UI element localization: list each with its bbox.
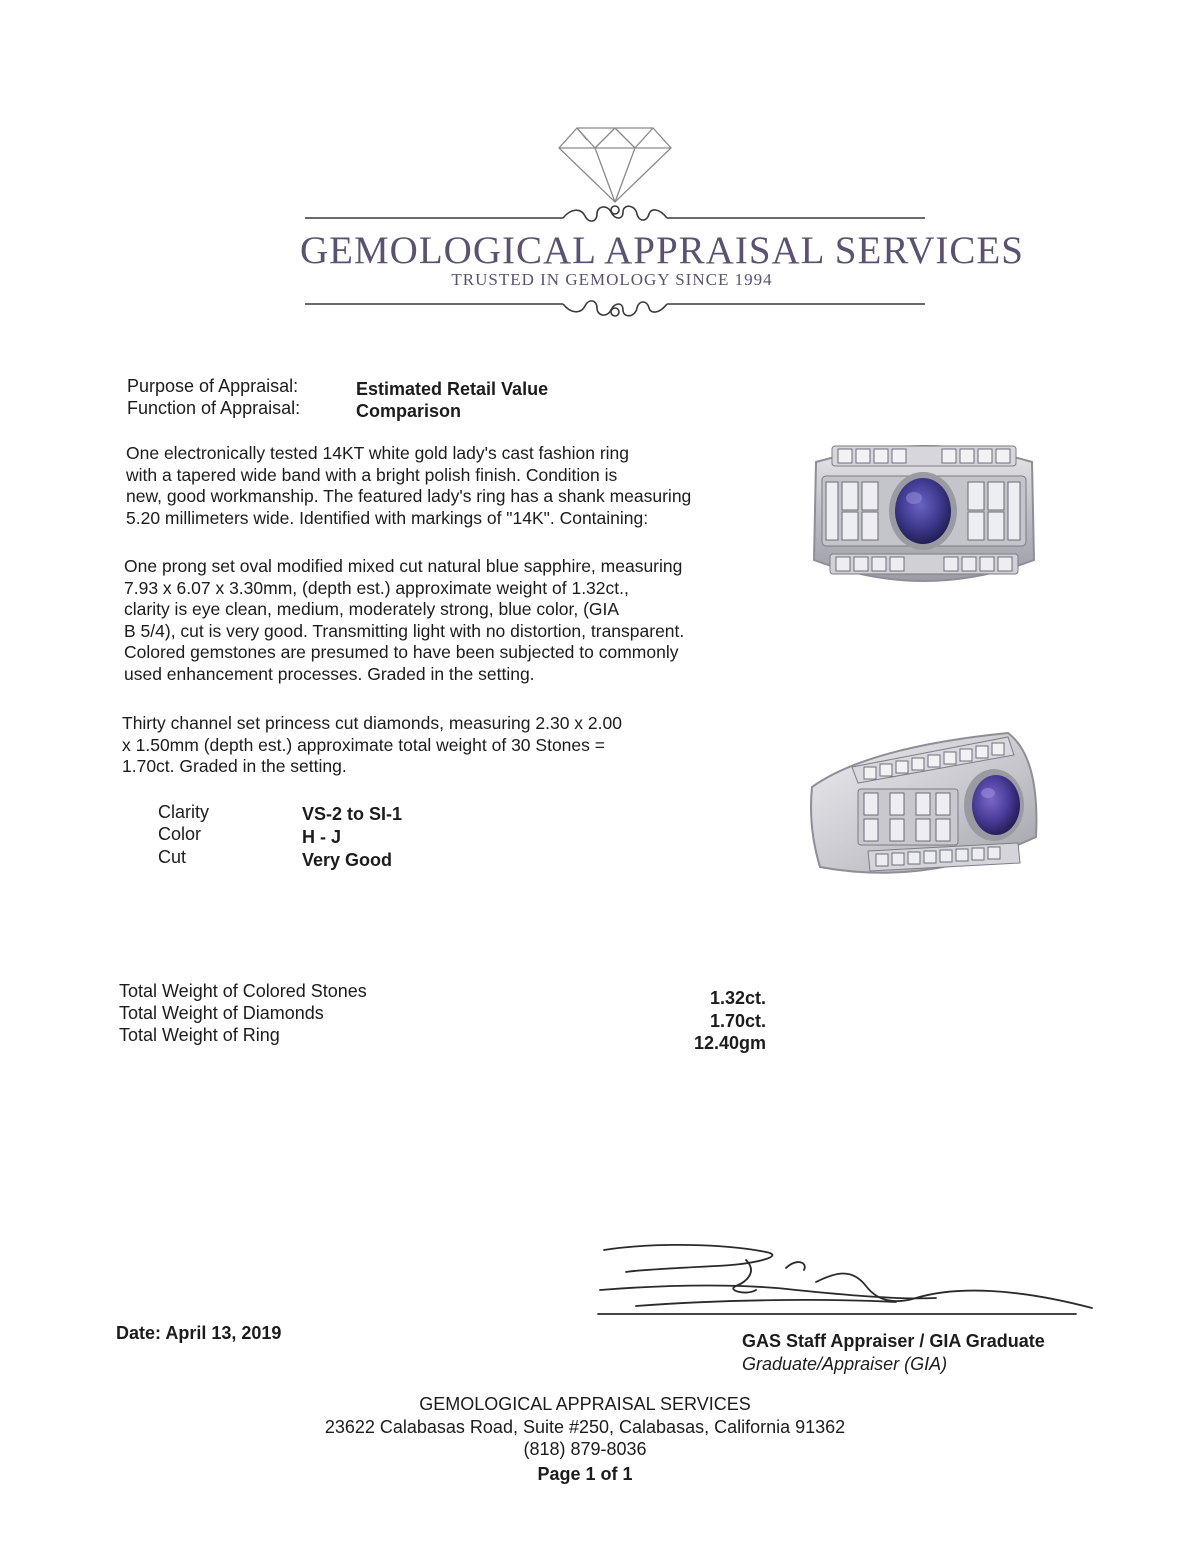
- description-line: x 1.50mm (depth est.) approximate total weight of 30 Stones =: [122, 734, 605, 755]
- description-line: 5.20 millimeters wide. Identified with markings of "14K". Containing:: [126, 507, 649, 528]
- total-label-colored-stones: Total Weight of Colored Stones: [119, 981, 367, 1001]
- ring-photo-angle: [808, 727, 1044, 887]
- appraiser-signature: [596, 1238, 1096, 1326]
- company-logo-title: GEMOLOGICAL APPRAISAL SERVICES: [300, 229, 1024, 272]
- sapphire-description: [124, 556, 684, 685]
- company-tagline: TRUSTED IN GEMOLOGY SINCE 1994: [451, 270, 773, 289]
- total-value-ring: 12.40gm: [693, 1033, 766, 1053]
- function-value: Comparison: [356, 401, 462, 421]
- bottom-ornament-divider: [305, 292, 925, 322]
- purpose-label: Purpose of Appraisal:: [127, 376, 299, 396]
- total-value-diamonds: 1.70ct.: [709, 1011, 766, 1031]
- description-line: 1.70ct. Graded in the setting.: [122, 756, 347, 776]
- appraiser-subtitle: Graduate/Appraiser (GIA): [742, 1354, 948, 1374]
- footer-address: 23622 Calabasas Road, Suite #250, Calabasas, California 91362: [324, 1417, 846, 1437]
- grading-label-clarity: Clarity: [158, 802, 210, 822]
- ring-photo-front: [808, 432, 1040, 592]
- description-line: One prong set oval modified mixed cut natural blue sapphire, measuring: [124, 556, 683, 576]
- purpose-value: Estimated Retail Value: [356, 379, 549, 399]
- description-line: new, good workmanship. The featured lady's ring has a shank measuring: [126, 486, 692, 506]
- description-line: Thirty channel set princess cut diamonds, measuring 2.30 x 2.00: [122, 713, 622, 733]
- grading-value-cut: Very Good: [302, 850, 393, 870]
- function-label: Function of Appraisal:: [127, 398, 301, 418]
- description-line: used enhancement processes. Graded in the setting.: [124, 663, 535, 684]
- appraisal-date: Date: April 13, 2019: [116, 1323, 282, 1343]
- description-line: 7.93 x 6.07 x 3.30mm, (depth est.) approximate weight of 1.32ct.,: [124, 577, 629, 598]
- footer-phone: (818) 879-8036: [523, 1439, 647, 1459]
- grading-label-cut: Cut: [158, 847, 187, 867]
- appraiser-title: GAS Staff Appraiser / GIA Graduate: [742, 1331, 1045, 1351]
- total-value-colored-stones: 1.32ct.: [709, 988, 766, 1008]
- grading-value-color: H - J: [302, 827, 342, 847]
- ring-description: [126, 443, 691, 529]
- footer-page-number: Page 1 of 1: [537, 1464, 633, 1484]
- description-line: with a tapered wide band with a bright polish finish. Condition is: [126, 464, 618, 485]
- description-line: One electronically tested 14KT white gold lady's cast fashion ring: [126, 443, 630, 463]
- footer-company: GEMOLOGICAL APPRAISAL SERVICES: [419, 1394, 751, 1414]
- total-label-ring: Total Weight of Ring: [119, 1025, 280, 1045]
- description-line: B 5/4), cut is very good. Transmitting light with no distortion, transparent.: [124, 620, 685, 641]
- total-label-diamonds: Total Weight of Diamonds: [119, 1003, 324, 1023]
- grading-value-clarity: VS-2 to SI-1: [302, 804, 403, 824]
- diamond-description: [122, 713, 622, 778]
- description-line: Colored gemstones are presumed to have been subjected to commonly: [124, 642, 679, 662]
- grading-label-color: Color: [158, 824, 202, 844]
- description-line: clarity is eye clean, medium, moderately strong, blue color, (GIA: [124, 599, 620, 619]
- top-ornament-divider: [305, 200, 925, 230]
- diamond-logo-icon: [555, 126, 675, 204]
